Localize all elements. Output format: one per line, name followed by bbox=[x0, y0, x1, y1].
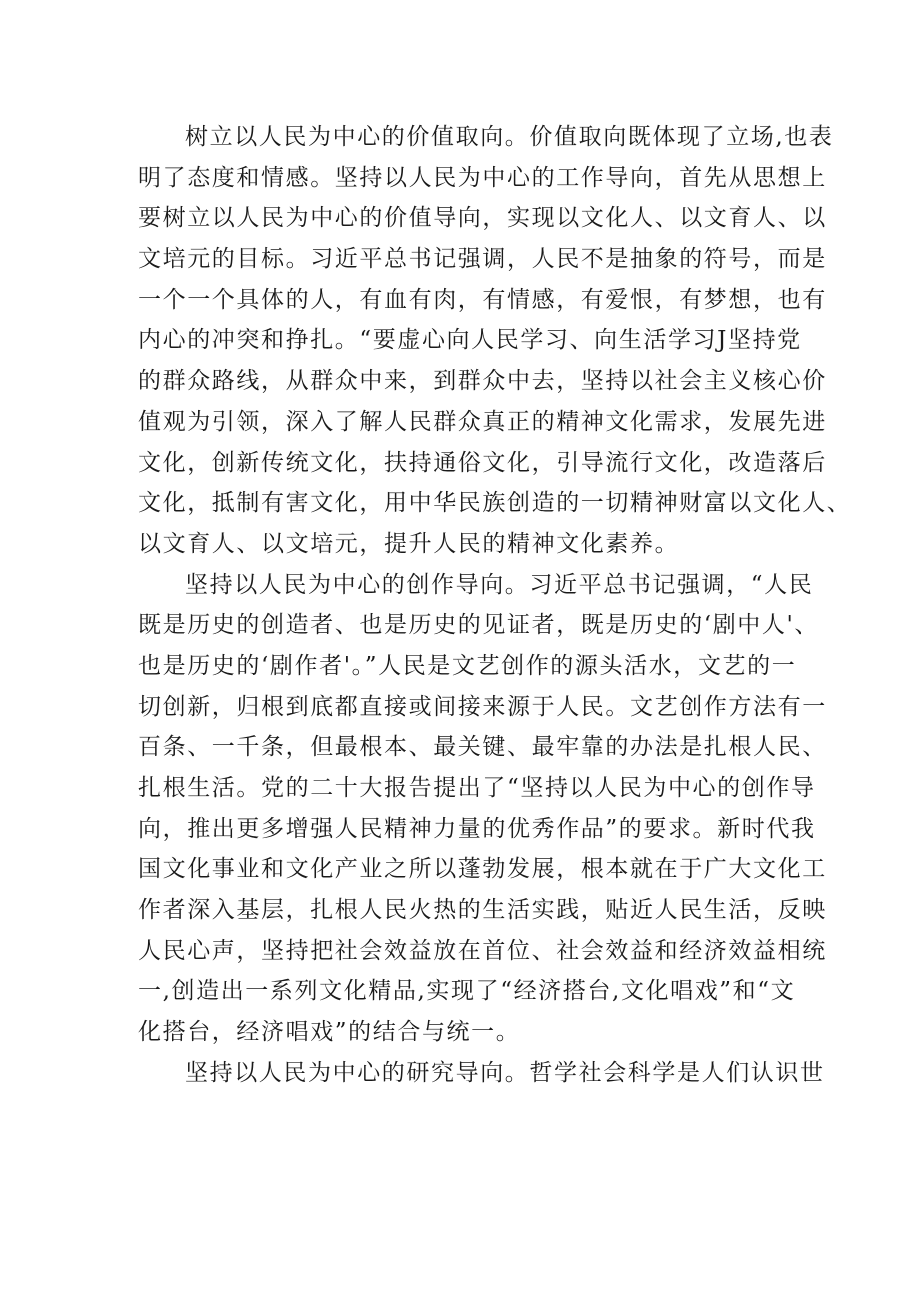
text-line: 内心的冲突和挣扎。“要虚心向人民学习、向生活学习J坚持党 bbox=[138, 327, 802, 354]
text-line: 以文育人、以文培元，提升人民的精神文化素养。 bbox=[138, 530, 680, 557]
text-line: 也是历史的‘剧作者'。”人民是文艺创作的源头活水，文艺的一 bbox=[138, 652, 797, 679]
text-line: 文化，创新传统文化，扶持通俗文化，引导流行文化，改造落后 bbox=[138, 449, 827, 476]
text-line: 明了态度和情感。坚持以人民为中心的工作导向，首先从思想上 bbox=[138, 164, 827, 191]
text-line: 值观为引领，深入了解人民群众真正的精神文化需求，发展先进 bbox=[138, 408, 827, 435]
text-line: 文化，抵制有害文化，用中华民族创造的一切精神财富以文化人、 bbox=[138, 490, 852, 517]
text-line: 切创新，归根到底都直接或间接来源于人民。文艺创作方法有一 bbox=[138, 693, 827, 720]
text-line: 国文化事业和文化产业之所以蓬勃发展，根本就在于广大文化工 bbox=[138, 856, 827, 883]
paragraph-research-orientation bbox=[138, 1053, 825, 1094]
text-line: 文培元的目标。习近平总书记强调，人民不是抽象的符号，而是 bbox=[138, 246, 827, 273]
text-line: 树立以人民为中心的价值取向。价值取向既体现了立场,也表 bbox=[185, 124, 834, 150]
text-line: 化搭台，经济唱戏”的结合与统一。 bbox=[138, 1019, 521, 1046]
text-line: 人民心声，坚持把社会效益放在首位、社会效益和经济效益相统 bbox=[138, 937, 827, 964]
text-line: 一个一个具体的人，有血有肉，有情感，有爱恨，有梦想，也有 bbox=[138, 286, 827, 313]
text-line: 坚持以人民为中心的创作导向。习近平总书记强调，“人民 bbox=[185, 571, 814, 598]
text-line: 扎根生活。党的二十大报告提出了“坚持以人民为中心的创作导 bbox=[138, 775, 816, 801]
text-line: 百条、一千条，但最根本、最关键、最牢靠的办法是扎根人民、 bbox=[138, 734, 827, 761]
text-line: 向，推出更多增强人民精神力量的优秀作品”的要求。新时代我 bbox=[138, 815, 816, 842]
text-line: 坚持以人民为中心的研究导向。哲学社会科学是人们认识世 bbox=[185, 1059, 825, 1086]
document-body bbox=[138, 117, 852, 1094]
paragraph-value-orientation bbox=[138, 117, 852, 565]
text-line: 一,创造出一系列文化精品,实现了“经济搭台,文化唱戏”和“文 bbox=[138, 978, 796, 1005]
paragraph-creation-orientation bbox=[138, 565, 827, 1053]
text-line: 要树立以人民为中心的价值导向，实现以文化人、以文育人、以 bbox=[138, 205, 827, 232]
text-line: 作者深入基层，扎根人民火热的生活实践，贴近人民生活，反映 bbox=[138, 897, 827, 924]
text-line: 既是历史的创造者、也是历史的见证者，既是历史的‘剧中人'、 bbox=[138, 612, 820, 639]
text-line: 的群众路线，从群众中来，到群众中去，坚持以社会主义核心价 bbox=[138, 368, 827, 395]
